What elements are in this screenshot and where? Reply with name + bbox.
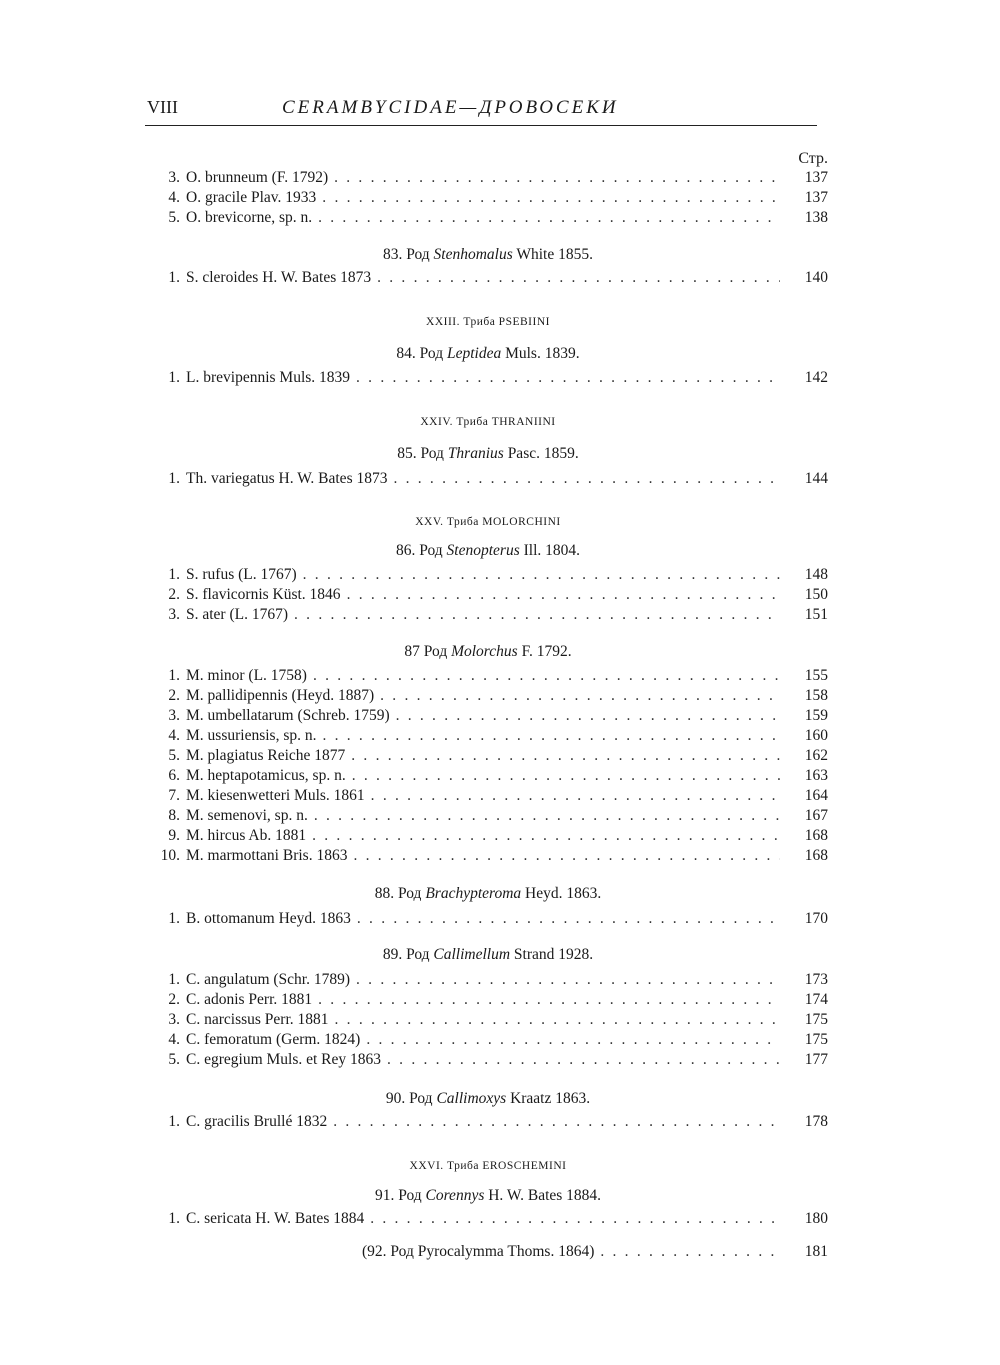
entry-page-number: 174 xyxy=(804,991,828,1008)
entry-page-number: 168 xyxy=(804,827,828,844)
tribe-heading: XXIV. Триба THRANIINI xyxy=(420,416,556,428)
dot-leader xyxy=(371,268,780,288)
dot-leader xyxy=(307,666,780,686)
genus-heading xyxy=(148,245,828,265)
dot-leader xyxy=(594,1242,780,1262)
dot-leader xyxy=(374,686,780,706)
entry-page-number: 175 xyxy=(804,1031,828,1048)
dot-leader xyxy=(288,605,780,625)
toc-entry xyxy=(148,766,828,786)
genus-name: Stenopterus xyxy=(446,542,520,559)
entry-page-number: 144 xyxy=(804,470,828,487)
dot-leader xyxy=(316,188,780,208)
entry-page-number: 164 xyxy=(804,787,828,804)
entry-page-number: 158 xyxy=(804,687,828,704)
entry-number: 3. xyxy=(168,606,180,623)
dot-leader xyxy=(350,970,780,990)
tribe-heading: XXIII. Триба PSEBIINI xyxy=(426,316,550,328)
entry-name: C. femoratum (Germ. 1824) xyxy=(186,1031,361,1048)
entry-number: 4. xyxy=(168,1031,180,1048)
entry-number: 3. xyxy=(168,169,180,186)
entry-number: 3. xyxy=(168,1011,180,1028)
genus-heading xyxy=(148,884,828,904)
running-title: CERAMBYCIDAE—ДРОВОСЕКИ xyxy=(282,97,619,118)
dot-leader xyxy=(387,469,780,489)
entry-name: C. gracilis Brullé 1832 xyxy=(186,1113,328,1130)
entry-number: 2. xyxy=(168,687,180,704)
entry-page-number: 138 xyxy=(804,209,828,226)
entry-page-number: 173 xyxy=(804,971,828,988)
genus-heading xyxy=(148,1186,828,1206)
genus-author: Heyd. 1863. xyxy=(525,885,602,902)
entry-name: M. marmottani Bris. 1863 xyxy=(186,847,348,864)
dot-leader xyxy=(316,726,780,746)
entry-number: 1. xyxy=(168,667,180,684)
entry-page-number: 140 xyxy=(804,269,828,286)
genus-number: 91. Род xyxy=(374,1187,422,1204)
entry-number: 10. xyxy=(160,847,180,864)
toc-entry xyxy=(148,565,828,585)
tribe-heading: XXV. Триба MOLORCHINI xyxy=(415,516,561,528)
entry-page-number: 178 xyxy=(804,1113,828,1130)
entry-page-number: 181 xyxy=(804,1243,828,1260)
entry-name: B. ottomanum Heyd. 1863 xyxy=(186,910,351,927)
dot-leader xyxy=(306,826,780,846)
entry-name: O. gracile Plav. 1933 xyxy=(186,189,317,206)
entry-name: C. angulatum (Schr. 1789) xyxy=(186,971,351,988)
toc-entry xyxy=(148,585,828,605)
dot-leader xyxy=(328,168,780,188)
entry-page-number: 137 xyxy=(804,169,828,186)
entry-number: 1. xyxy=(168,1210,180,1227)
genus-name: Stenhomalus xyxy=(433,246,513,263)
genus-author: H. W. Bates 1884. xyxy=(488,1187,602,1204)
entry-name: O. brunneum (F. 1792) xyxy=(186,169,329,186)
entry-number: 1. xyxy=(168,1113,180,1130)
entry-name: M. heptapotamicus, sp. n. xyxy=(186,767,346,784)
toc-entry xyxy=(148,706,828,726)
toc-entry xyxy=(148,208,828,228)
entry-page-number: 163 xyxy=(804,767,828,784)
toc-entry xyxy=(148,990,828,1010)
genus-name: Leptidea xyxy=(446,345,502,362)
dot-leader xyxy=(329,1010,780,1030)
entry-name: C. sericata H. W. Bates 1884 xyxy=(186,1210,365,1227)
genus-author: Strand 1928. xyxy=(513,946,594,963)
toc-entry xyxy=(148,826,828,846)
toc-entry xyxy=(148,188,828,208)
toc-entry xyxy=(148,970,828,990)
entry-name: C. narcissus Perr. 1881 xyxy=(186,1011,329,1028)
genus-number: 84. Род xyxy=(396,345,444,362)
entry-page-number: 155 xyxy=(804,667,828,684)
genus-author: White 1855. xyxy=(516,246,593,263)
toc-entry xyxy=(148,1030,828,1050)
entry-number: 1. xyxy=(168,470,180,487)
dot-leader xyxy=(347,846,780,866)
entry-name: Th. variegatus H. W. Bates 1873 xyxy=(186,470,388,487)
entry-name: O. brevicorne, sp. n. xyxy=(186,209,313,226)
entry-name: S. flavicornis Küst. 1846 xyxy=(186,586,341,603)
entry-number: 2. xyxy=(168,586,180,603)
genus-author: Muls. 1839. xyxy=(505,345,580,362)
entry-name: M. minor (L. 1758) xyxy=(186,667,307,684)
genus-name: Brachypteroma xyxy=(425,885,522,902)
tribe-heading: XXVI. Триба EROSCHEMINI xyxy=(409,1160,567,1172)
entry-number: 5. xyxy=(168,1051,180,1068)
genus-name: Callimellum xyxy=(433,946,511,963)
dot-leader xyxy=(365,786,780,806)
entry-name: S. cleroides H. W. Bates 1873 xyxy=(186,269,372,286)
entry-number: 1. xyxy=(168,369,180,386)
entry-name: M. ussuriensis, sp. n. xyxy=(186,727,317,744)
entry-name: M. hircus Ab. 1881 xyxy=(186,827,307,844)
entry-name: M. kiesenwetteri Muls. 1861 xyxy=(186,787,365,804)
genus-heading xyxy=(148,1089,828,1109)
entry-page-number: 148 xyxy=(804,566,828,583)
dot-leader xyxy=(381,1050,780,1070)
dot-leader xyxy=(360,1030,780,1050)
dot-leader xyxy=(345,746,780,766)
entry-name: C. egregium Muls. et Rey 1863 xyxy=(186,1051,382,1068)
toc-entry xyxy=(148,268,828,288)
genus-heading xyxy=(148,444,828,464)
dot-leader xyxy=(327,1112,780,1132)
entry-name: M. plagiatus Reiche 1877 xyxy=(186,747,346,764)
toc-entry xyxy=(148,726,828,746)
entry-number: 5. xyxy=(168,747,180,764)
entry-name: (92. Род Pyrocalymma Thoms. 1864) xyxy=(362,1243,595,1260)
toc-entry xyxy=(148,368,828,388)
genus-heading xyxy=(148,541,828,561)
toc-entry xyxy=(148,846,828,866)
entry-page-number: 142 xyxy=(804,369,828,386)
genus-author: Pasc. 1859. xyxy=(507,445,579,462)
page-number: VIII xyxy=(147,97,178,117)
dot-leader xyxy=(390,706,780,726)
dot-leader xyxy=(297,565,780,585)
genus-number: 83. Род xyxy=(382,246,430,263)
toc-entry xyxy=(148,786,828,806)
toc-entry xyxy=(148,686,828,706)
genus-number: 89. Род xyxy=(382,946,430,963)
genus-author: F. 1792. xyxy=(521,643,572,660)
genus-author: Kraatz 1863. xyxy=(510,1090,591,1107)
toc-entry xyxy=(148,469,828,489)
page-column-label: Стр. xyxy=(798,150,828,167)
genus-name: Molorchus xyxy=(451,643,518,660)
genus-name: Corennys xyxy=(425,1187,485,1204)
entry-number: 1. xyxy=(168,566,180,583)
entry-number: 1. xyxy=(168,910,180,927)
toc-entry xyxy=(148,746,828,766)
entry-number: 3. xyxy=(168,707,180,724)
entry-number: 4. xyxy=(168,727,180,744)
entry-page-number: 177 xyxy=(804,1051,828,1068)
genus-number: 85. Род xyxy=(397,445,444,462)
entry-number: 6. xyxy=(168,767,180,784)
entry-name: M. umbellatarum (Schreb. 1759) xyxy=(186,707,390,724)
entry-name: S. ater (L. 1767) xyxy=(186,606,289,623)
entry-page-number: 151 xyxy=(804,606,828,623)
entry-number: 2. xyxy=(168,991,180,1008)
toc-entry xyxy=(148,806,828,826)
entry-page-number: 168 xyxy=(804,847,828,864)
toc-entry xyxy=(148,1209,828,1229)
entry-page-number: 170 xyxy=(804,910,828,927)
entry-number: 5. xyxy=(168,209,180,226)
entry-name: C. adonis Perr. 1881 xyxy=(186,991,313,1008)
entry-name: L. brevipennis Muls. 1839 xyxy=(186,369,351,386)
entry-page-number: 137 xyxy=(804,189,828,206)
dot-leader xyxy=(312,208,780,228)
genus-heading xyxy=(148,344,828,364)
entry-number: 1. xyxy=(168,269,180,286)
toc-entry xyxy=(148,666,828,686)
entry-name: M. semenovi, sp. n. xyxy=(186,807,308,824)
toc-entry xyxy=(148,1050,828,1070)
genus-number: 88. Род xyxy=(374,885,422,902)
entry-number: 8. xyxy=(168,807,180,824)
genus-number: 87 Род xyxy=(404,643,448,660)
entry-number: 4. xyxy=(168,189,180,206)
genus-name: Callimoxys xyxy=(436,1090,507,1107)
genus-heading xyxy=(148,642,828,662)
entry-name: M. pallidipennis (Heyd. 1887) xyxy=(186,687,375,704)
genus-number: 90. Род xyxy=(385,1090,433,1107)
entry-number: 1. xyxy=(168,971,180,988)
dot-leader xyxy=(341,585,780,605)
header-rule xyxy=(145,125,817,126)
entry-page-number: 175 xyxy=(804,1011,828,1028)
toc-entry xyxy=(148,1112,828,1132)
entry-name: S. rufus (L. 1767) xyxy=(186,566,297,583)
dot-leader xyxy=(346,766,780,786)
genus-author: Ill. 1804. xyxy=(523,542,581,559)
dot-leader xyxy=(308,806,780,826)
entry-number: 7. xyxy=(168,787,180,804)
toc-entry xyxy=(148,168,828,188)
entry-page-number: 167 xyxy=(804,807,828,824)
toc-entry xyxy=(148,1010,828,1030)
toc-entry xyxy=(148,605,828,625)
genus-name: Thranius xyxy=(447,445,504,462)
genus-number: 86. Род xyxy=(395,542,443,559)
entry-page-number: 162 xyxy=(804,747,828,764)
entry-page-number: 150 xyxy=(804,586,828,603)
entry-number: 9. xyxy=(168,827,180,844)
entry-page-number: 160 xyxy=(804,727,828,744)
genus-heading xyxy=(148,945,828,965)
dot-leader xyxy=(364,1209,780,1229)
toc-entry xyxy=(340,1242,828,1262)
dot-leader xyxy=(312,990,780,1010)
entry-page-number: 180 xyxy=(804,1210,828,1227)
dot-leader xyxy=(351,909,780,929)
toc-entry xyxy=(148,909,828,929)
dot-leader xyxy=(350,368,780,388)
entry-page-number: 159 xyxy=(804,707,828,724)
